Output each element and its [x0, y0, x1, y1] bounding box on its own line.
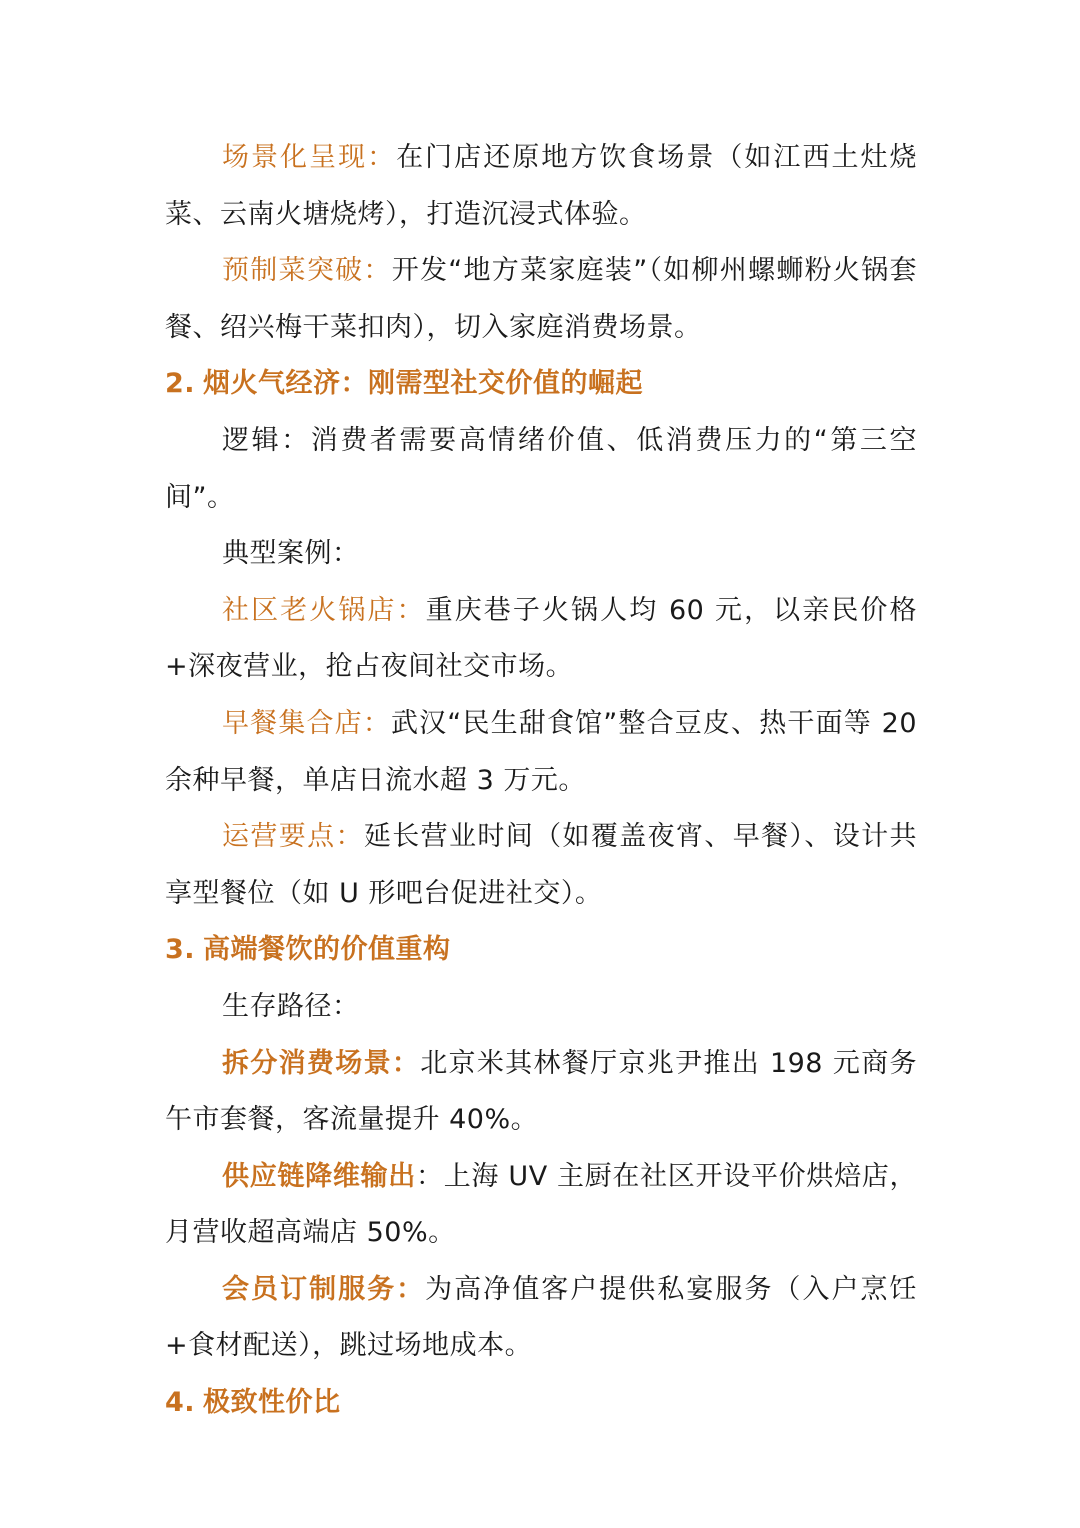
item-text: 开发“地方菜家庭装”（如柳州螺蛳粉火锅套餐、绍兴梅干菜扣肉），切入家庭消费场景。	[165, 255, 917, 343]
section-heading-2	[165, 356, 917, 413]
section-number: 2.	[165, 368, 196, 400]
paragraph-member-service	[165, 1262, 917, 1375]
section-title: 高端餐饮的价值重构	[203, 934, 451, 966]
item-text: 北京米其林餐厅京兆尹推出 198 元商务午市套餐，客流量提升 40%。	[165, 1047, 918, 1136]
item-label: 场景化呈现：	[222, 142, 397, 173]
item-text: ：上海 UV 主厨在社区开设平价烘焙店，月营收超高端店 50%。	[165, 1160, 918, 1249]
item-label: 供应链降维输出	[222, 1160, 416, 1192]
item-text: 武汉“民生甜食馆”整合豆皮、热干面等 20 余种早餐，单店日流水超 3 万元。	[165, 707, 917, 796]
item-label: 社区老火锅店：	[222, 594, 426, 626]
section-title: 极致性价比	[203, 1387, 341, 1419]
item-label: 运营要点：	[222, 821, 364, 853]
paragraph-logic: 逻辑：消费者需要高情绪价值、低消费压力的“第三空间”。	[165, 424, 917, 513]
paragraph-path-label: 生存路径：	[222, 990, 360, 1022]
section-number: 4.	[165, 1387, 196, 1419]
section-heading-3	[165, 922, 917, 979]
item-text: 在门店还原地方饮食场景（如江西土灶烧菜、云南火塘烧烤），打造沉浸式体验。	[165, 142, 918, 230]
section-title: 烟火气经济：刚需型社交价值的崛起	[203, 368, 643, 400]
paragraph-community-hotpot	[165, 583, 917, 696]
item-label: 会员订制服务：	[222, 1273, 426, 1305]
item-text: 延长营业时间（如覆盖夜宵、早餐）、设计共享型餐位（如 U 形吧台促进社交）。	[165, 821, 917, 909]
paragraph-cases-label: 典型案例：	[222, 538, 360, 570]
paragraph-breakfast-store	[165, 696, 917, 809]
section-number: 3.	[165, 934, 196, 966]
item-text: 为高净值客户提供私宴服务（入户烹饪+食材配送），跳过场地成本。	[165, 1273, 918, 1362]
item-text: 重庆巷子火锅人均 60 元，以亲民价格+深夜营业，抢占夜间社交市场。	[165, 594, 917, 683]
paragraph-operation-points	[165, 809, 917, 922]
item-label: 早餐集合店：	[222, 707, 391, 739]
paragraph-split-scenes	[165, 1036, 917, 1149]
section-heading-4	[165, 1375, 917, 1432]
item-label: 拆分消费场景：	[222, 1047, 421, 1079]
paragraph-supply-chain	[165, 1149, 917, 1262]
paragraph-prepared-dishes	[165, 243, 917, 356]
document-page	[165, 130, 917, 1432]
paragraph-scene-presentation	[165, 130, 917, 243]
item-label: 预制菜突破：	[222, 255, 392, 287]
